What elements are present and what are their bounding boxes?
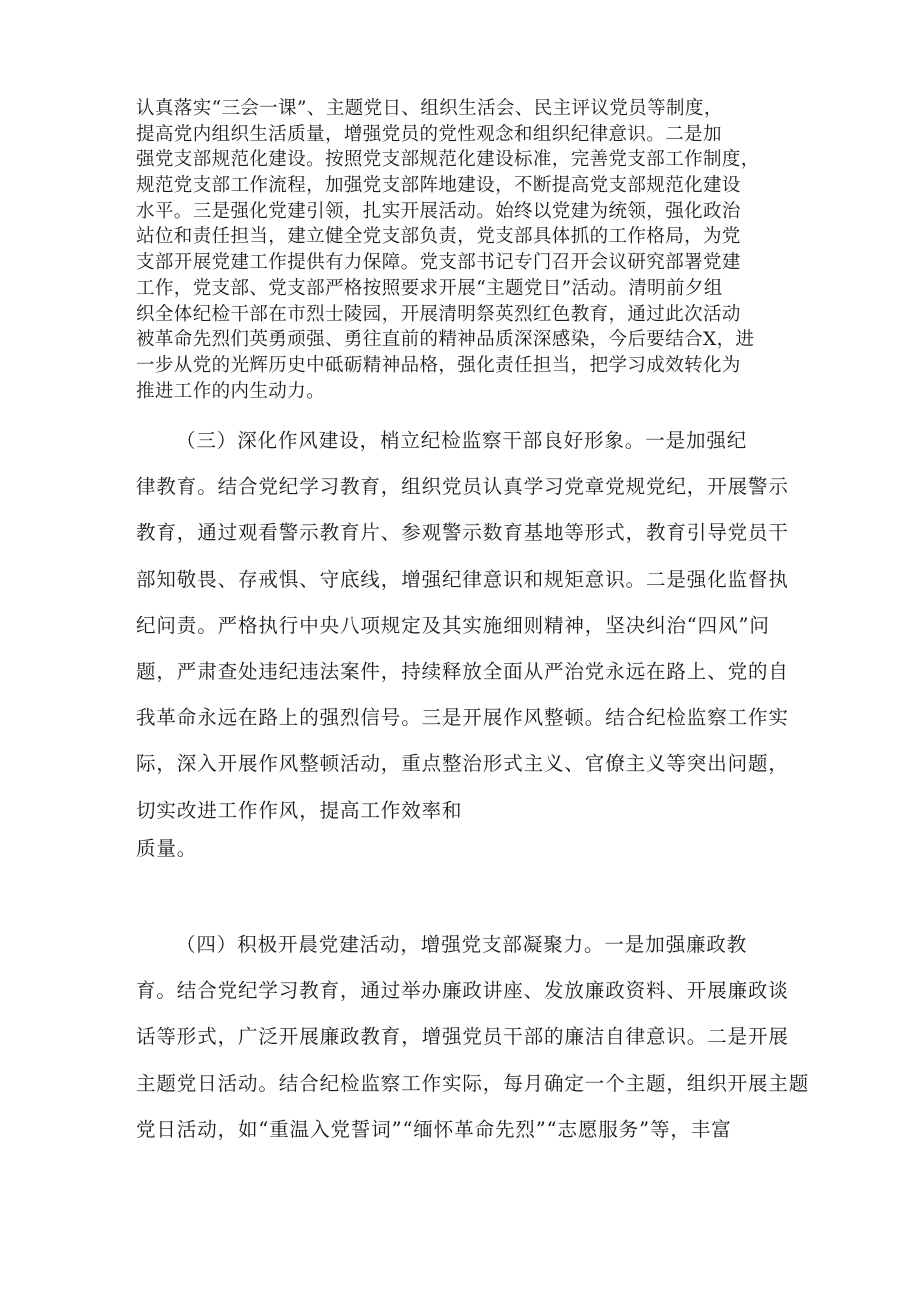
- text-line: 水平。三是强化党建引领，扎实开展活动。始终以党建为统领，强化政治: [136, 200, 741, 222]
- text-line: 一步从党的光辉历史中砥砺精神品格，强化责任担当，把学习成效转化为: [136, 354, 741, 376]
- text-line: 工作，党支部、党支部严格按照要求开展“主题党日”活动。清明前夕组: [136, 277, 723, 299]
- text-line: 提高党内组织生活质量，增强党员的党性观念和组织纪律意识。二是加: [136, 123, 722, 145]
- text-line: 律教育。结合党纪学习教育，组织党员认真学习党章党规党纪，开展警示: [136, 475, 789, 499]
- paragraph-party-activities: [136, 922, 810, 1153]
- text-line: 被革命先烈们英勇顽强、勇往直前的精神品质深深感染，今后要结合X，进: [136, 329, 755, 351]
- text-line: 党日活动，如“重温入党誓词”“缅怀革命先烈”“志愿服务”等，丰富: [136, 1117, 732, 1141]
- text-line: 部知敬畏、存戒惧、守底线，增强纪律意识和规矩意识。二是强化监督执: [136, 567, 789, 591]
- paragraph-party-branch-building: [136, 96, 796, 404]
- text-line: 规范党支部工作流程，加强党支部阵地建设，不断提高党支部规范化建设: [136, 175, 741, 197]
- text-line: 纪问责。严格执行中央八项规定及其实施细则精神，坚决纠治“四风”问: [136, 613, 770, 637]
- text-line: 站位和责任担当，建立健全党支部负责，党支部具体抓的工作格局，为党: [136, 226, 741, 248]
- text-line: 质量。: [136, 836, 198, 860]
- text-line: 题，严肃查处违纪违法案件，持续释放全面从严治党永远在路上、党的自: [136, 659, 789, 683]
- paragraph-work-style-building: [136, 418, 796, 864]
- text-line: 推进工作的内生动力。: [136, 380, 326, 402]
- text-line: 主题党日活动。结合纪检监察工作实际，每月确定一个主题，组织开展主题: [136, 1071, 810, 1095]
- text-line: 织全体纪检干部在市烈士陵园，开展清明祭英烈红色教育，通过此次活动: [136, 303, 741, 325]
- text-line: 强党支部规范化建设。按照党支部规范化建设标准，完善党支部工作制度，: [136, 149, 760, 171]
- section-heading-line: （三）深化作风建设，梢立纪检监察干部良好形象。一是加强纪: [176, 429, 748, 452]
- text-line: 教育，通过观看警示教育片、参观警示数育基地等形式，教育引导党员干: [136, 521, 789, 545]
- text-line: 话等形式，广泛开展廉政教育，增强党员干部的廉洁自律意识。二是开展: [136, 1025, 789, 1049]
- text-line: 支部开展党建工作提供有力保障。党支部书记专门召开会议研究部署党建: [136, 252, 741, 274]
- text-line: 育。结合党纪学习教育，通过举办廉政讲座、发放廉政资料、开展廉政谈: [136, 979, 789, 1003]
- text-line: 切实改进工作作风，提高工作效率和: [136, 798, 463, 822]
- text-line: 我革命永远在路上的强烈信号。三是开展作风整顿。结合纪检监察工作实: [136, 706, 789, 730]
- text-line: 际，深入开展作风整顿活动，重点整治形式主义、官僚主义等突出问题，: [136, 752, 789, 776]
- text-line: 认真落实“三会一课”、主题党日、组织生活会、民主评议党员等制度，: [136, 98, 723, 119]
- section-heading-line: （四）积极开晨党建活动，增强党支部凝聚力。一是加强廉政教: [176, 933, 748, 956]
